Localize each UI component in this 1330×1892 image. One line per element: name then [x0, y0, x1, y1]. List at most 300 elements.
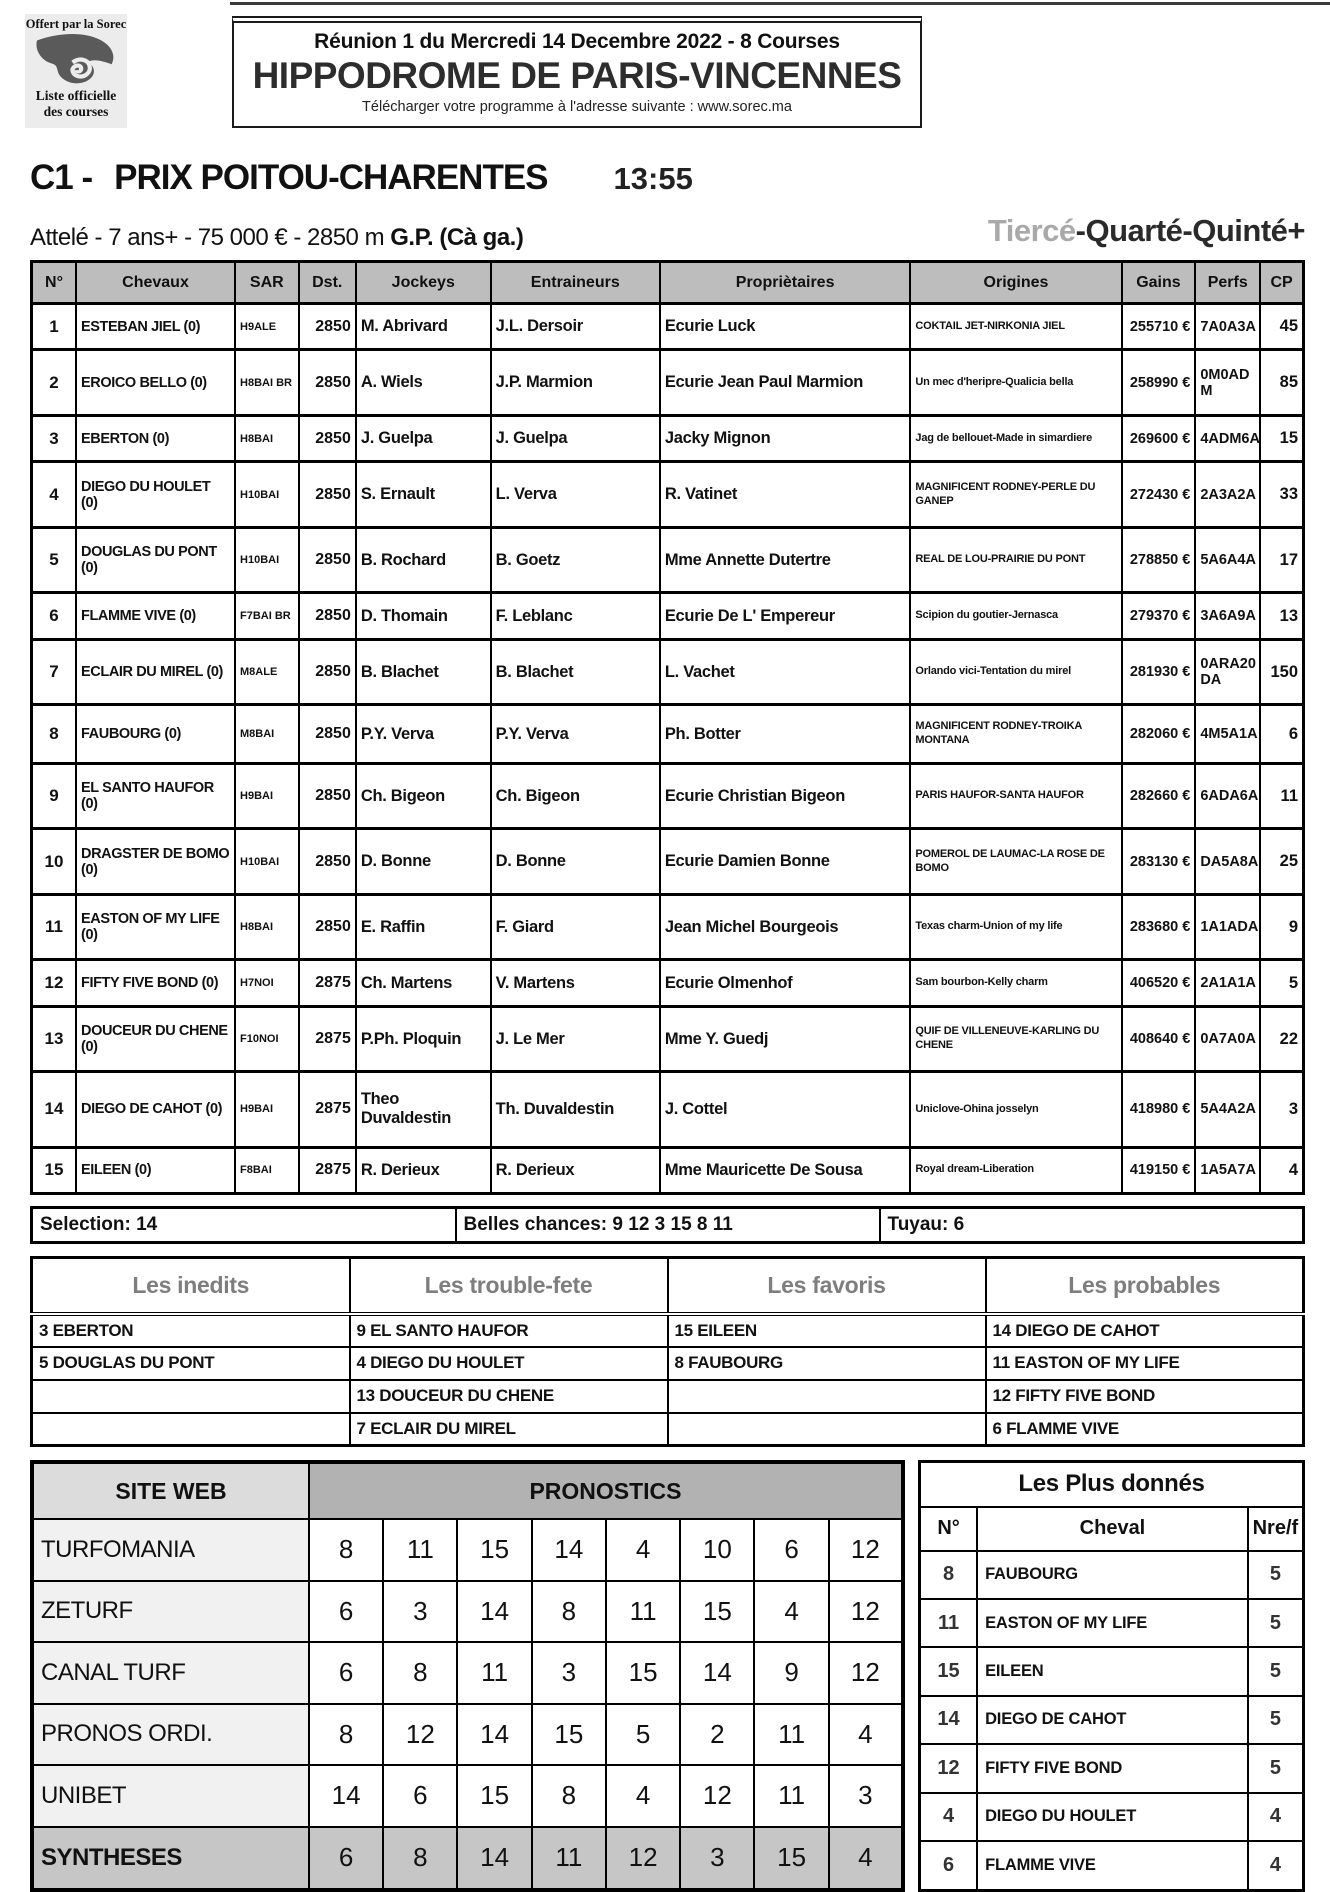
- runner-num: 3: [32, 415, 77, 461]
- runner-proprietaire: Jean Michel Bourgeois: [660, 894, 911, 960]
- plus-donnes-row: [920, 1647, 1304, 1695]
- runner-proprietaire: Mme Y. Guedj: [660, 1006, 911, 1072]
- runner-dst: 2850: [299, 894, 356, 960]
- column-header-jockey: Jockeys: [356, 262, 491, 304]
- runner-num: 14: [32, 1072, 77, 1147]
- pronostic-number: 3: [383, 1581, 457, 1643]
- runner-perfs: 0ARA20 DA: [1195, 639, 1260, 705]
- runner-num: 1: [32, 304, 77, 350]
- runner-origines: Sam bourbon-Kelly charm: [910, 960, 1121, 1006]
- plus-donnes-title-row: [920, 1462, 1304, 1507]
- runner-proprietaire: Ph. Botter: [660, 705, 911, 763]
- meeting-line: Réunion 1 du Mercredi 14 Decembre 2022 - 8 Courses: [314, 30, 840, 53]
- runner-row: [32, 415, 1304, 461]
- category-item: [32, 1380, 350, 1413]
- times-given: 5: [1248, 1551, 1304, 1599]
- plus-donnes-col-0: N°: [920, 1507, 978, 1551]
- runner-perfs: 6ADA6A: [1195, 763, 1260, 829]
- plus-donnes-title: Les Plus donnés: [920, 1462, 1304, 1507]
- runner-entraineur: Th. Duvaldestin: [491, 1072, 660, 1147]
- runner-row: [32, 960, 1304, 1006]
- pronostic-number: 15: [606, 1642, 680, 1704]
- plus-donnes-row: [920, 1599, 1304, 1647]
- runner-num: 4: [32, 462, 77, 528]
- runner-cheval: EROICO BELLO (0): [76, 350, 235, 416]
- runner-row: [32, 894, 1304, 960]
- runner-dst: 2850: [299, 705, 356, 763]
- pronostic-number: 8: [532, 1581, 606, 1643]
- pronostic-number: 14: [532, 1519, 606, 1581]
- horse-name: EILEEN: [977, 1647, 1248, 1695]
- pronostic-number: 15: [457, 1519, 531, 1581]
- category-row: [32, 1314, 1304, 1347]
- runner-sar: H8BAI: [235, 415, 299, 461]
- runner-entraineur: D. Bonne: [491, 829, 660, 895]
- pronostic-number: 15: [754, 1827, 828, 1890]
- runner-cheval: FAUBOURG (0): [76, 705, 235, 763]
- site-name: TURFOMANIA: [32, 1519, 309, 1581]
- runner-jockey: Ch. Martens: [356, 960, 491, 1006]
- scan-edge-line: [230, 2, 1330, 5]
- runner-proprietaire: Mme Annette Dutertre: [660, 527, 911, 593]
- pronostic-number: 3: [829, 1765, 903, 1827]
- runner-gains: 282660 €: [1122, 763, 1196, 829]
- runner-proprietaire: Ecurie Christian Bigeon: [660, 763, 911, 829]
- runner-jockey: R. Derieux: [356, 1147, 491, 1193]
- logo-bottom-text: Liste officielle des courses: [35, 88, 117, 119]
- category-item: [32, 1413, 350, 1446]
- runner-sar: H10BAI: [235, 527, 299, 593]
- belles-chances-cell: Belles chances: 9 12 3 15 8 11: [456, 1208, 880, 1243]
- pronostic-number: 11: [532, 1827, 606, 1890]
- pronostic-number: 6: [309, 1581, 383, 1643]
- category-item: 4 DIEGO DU HOULET: [350, 1347, 668, 1380]
- runner-jockey: E. Raffin: [356, 894, 491, 960]
- race-id: C1 -: [30, 158, 93, 197]
- race-conditions-line: [30, 210, 1305, 252]
- pronostic-number: 4: [829, 1827, 903, 1890]
- horse-number: 12: [920, 1744, 978, 1792]
- sorec-logo: [25, 14, 127, 128]
- category-item: 15 EILEEN: [668, 1314, 986, 1347]
- runner-cp: 3: [1260, 1072, 1303, 1147]
- runner-gains: 258990 €: [1122, 350, 1196, 416]
- category-item: 5 DOUGLAS DU PONT: [32, 1347, 350, 1380]
- category-row: [32, 1413, 1304, 1446]
- runner-num: 10: [32, 829, 77, 895]
- plus-donnes-row: [920, 1841, 1304, 1890]
- runner-cheval: DRAGSTER DE BOMO (0): [76, 829, 235, 895]
- pronostic-number: 8: [309, 1704, 383, 1766]
- runner-perfs: 0A7A0A: [1195, 1006, 1260, 1072]
- runner-proprietaire: L. Vachet: [660, 639, 911, 705]
- horse-name: DIEGO DU HOULET: [977, 1793, 1248, 1841]
- pronostic-number: 11: [754, 1765, 828, 1827]
- horse-name: EASTON OF MY LIFE: [977, 1599, 1248, 1647]
- runner-gains: 281930 €: [1122, 639, 1196, 705]
- runner-row: [32, 705, 1304, 763]
- runner-origines: Jag de bellouet-Made in simardiere: [910, 415, 1121, 461]
- pronostic-row: [32, 1581, 903, 1643]
- runner-jockey: P.Y. Verva: [356, 705, 491, 763]
- runner-cheval: EASTON OF MY LIFE (0): [76, 894, 235, 960]
- pronostic-number: 11: [754, 1704, 828, 1766]
- runner-cp: 4: [1260, 1147, 1303, 1193]
- pronostic-row: [32, 1827, 903, 1890]
- runner-sar: H7NOI: [235, 960, 299, 1006]
- runner-dst: 2850: [299, 350, 356, 416]
- runner-dst: 2850: [299, 415, 356, 461]
- runner-entraineur: J.L. Dersoir: [491, 304, 660, 350]
- runner-cp: 17: [1260, 527, 1303, 593]
- column-header-perfs: Perfs: [1195, 262, 1260, 304]
- horse-name: FAUBOURG: [977, 1551, 1248, 1599]
- bottom-zone: [30, 1460, 1305, 1892]
- pronostic-number: 4: [606, 1519, 680, 1581]
- runner-row: [32, 1147, 1304, 1193]
- runner-cheval: EL SANTO HAUFOR (0): [76, 763, 235, 829]
- times-given: 4: [1248, 1841, 1304, 1890]
- pronostic-row: [32, 1765, 903, 1827]
- category-item: 9 EL SANTO HAUFOR: [350, 1314, 668, 1347]
- category-item: 12 FIFTY FIVE BOND: [986, 1380, 1304, 1413]
- runner-sar: H9BAI: [235, 763, 299, 829]
- runner-perfs: 2A1A1A: [1195, 960, 1260, 1006]
- column-header-sar: SAR: [235, 262, 299, 304]
- category-item: 11 EASTON OF MY LIFE: [986, 1347, 1304, 1380]
- pronostic-number: 15: [532, 1704, 606, 1766]
- times-given: 5: [1248, 1647, 1304, 1695]
- runner-cheval: DOUGLAS DU PONT (0): [76, 527, 235, 593]
- pronostic-number: 12: [606, 1827, 680, 1890]
- category-item: 14 DIEGO DE CAHOT: [986, 1314, 1304, 1347]
- runner-dst: 2850: [299, 527, 356, 593]
- runner-perfs: 4M5A1A: [1195, 705, 1260, 763]
- logo-top-text: Offert par la Sorec: [25, 17, 127, 31]
- runner-sar: F7BAI BR: [235, 593, 299, 639]
- runner-jockey: D. Bonne: [356, 829, 491, 895]
- category-header-1: Les trouble-fete: [350, 1258, 668, 1314]
- runner-num: 2: [32, 350, 77, 416]
- pronostic-number: 12: [383, 1704, 457, 1766]
- runner-perfs: 1A5A7A: [1195, 1147, 1260, 1193]
- category-header-3: Les probables: [986, 1258, 1304, 1314]
- site-name: SYNTHESES: [32, 1827, 309, 1890]
- runner-cp: 5: [1260, 960, 1303, 1006]
- times-given: 5: [1248, 1599, 1304, 1647]
- runner-entraineur: F. Leblanc: [491, 593, 660, 639]
- pronostic-number: 4: [829, 1704, 903, 1766]
- runner-sar: H8BAI: [235, 894, 299, 960]
- pronostic-number: 12: [680, 1765, 754, 1827]
- runner-gains: 255710 €: [1122, 304, 1196, 350]
- runner-gains: 283130 €: [1122, 829, 1196, 895]
- page-header: [25, 12, 1305, 134]
- runner-gains: 282060 €: [1122, 705, 1196, 763]
- runner-entraineur: Ch. Bigeon: [491, 763, 660, 829]
- runner-jockey: P.Ph. Ploquin: [356, 1006, 491, 1072]
- pronostic-number: 6: [383, 1765, 457, 1827]
- runner-cp: 11: [1260, 763, 1303, 829]
- horse-number: 8: [920, 1551, 978, 1599]
- category-item: 13 DOUCEUR DU CHENE: [350, 1380, 668, 1413]
- pronostic-number: 11: [383, 1519, 457, 1581]
- runner-row: [32, 829, 1304, 895]
- runner-jockey: Theo Duvaldestin: [356, 1072, 491, 1147]
- column-header-cp: CP: [1260, 262, 1303, 304]
- plus-donnes-row: [920, 1744, 1304, 1792]
- pronostic-number: 8: [383, 1642, 457, 1704]
- horse-number: 4: [920, 1793, 978, 1841]
- runner-proprietaire: Mme Mauricette De Sousa: [660, 1147, 911, 1193]
- runner-origines: MAGNIFICENT RODNEY-PERLE DU GANEP: [910, 462, 1121, 528]
- runner-row: [32, 763, 1304, 829]
- site-name: UNIBET: [32, 1765, 309, 1827]
- runner-origines: Scipion du goutier-Jernasca: [910, 593, 1121, 639]
- runner-origines: PARIS HAUFOR-SANTA HAUFOR: [910, 763, 1121, 829]
- site-name: ZETURF: [32, 1581, 309, 1643]
- runner-dst: 2850: [299, 304, 356, 350]
- runner-cp: 15: [1260, 415, 1303, 461]
- race-conditions: Attelé - 7 ans+ - 75 000 € - 2850 m G.P. (Cà ga.): [30, 224, 524, 251]
- column-header-dst: Dst.: [299, 262, 356, 304]
- runner-dst: 2875: [299, 960, 356, 1006]
- pronostic-number: 6: [309, 1642, 383, 1704]
- pronostic-number: 3: [532, 1642, 606, 1704]
- plus-donnes-header-row: [920, 1507, 1304, 1551]
- horse-number: 15: [920, 1647, 978, 1695]
- times-given: 5: [1248, 1696, 1304, 1744]
- runner-cp: 6: [1260, 705, 1303, 763]
- runner-dst: 2850: [299, 829, 356, 895]
- runner-origines: MAGNIFICENT RODNEY-TROIKA MONTANA: [910, 705, 1121, 763]
- categories-header: [32, 1258, 1304, 1314]
- runner-sar: H10BAI: [235, 462, 299, 528]
- pronostic-row: [32, 1519, 903, 1581]
- runner-sar: H8BAI BR: [235, 350, 299, 416]
- pronostic-number: 9: [754, 1642, 828, 1704]
- runner-num: 13: [32, 1006, 77, 1072]
- runner-cheval: FLAMME VIVE (0): [76, 593, 235, 639]
- runner-cheval: DIEGO DU HOULET (0): [76, 462, 235, 528]
- runner-proprietaire: Ecurie Damien Bonne: [660, 829, 911, 895]
- runner-proprietaire: R. Vatinet: [660, 462, 911, 528]
- runner-jockey: A. Wiels: [356, 350, 491, 416]
- runner-entraineur: B. Goetz: [491, 527, 660, 593]
- runner-perfs: 5A6A4A: [1195, 527, 1260, 593]
- runner-cheval: FIFTY FIVE BOND (0): [76, 960, 235, 1006]
- runner-origines: Texas charm-Union of my life: [910, 894, 1121, 960]
- runner-row: [32, 527, 1304, 593]
- pronostic-number: 12: [829, 1642, 903, 1704]
- runner-num: 8: [32, 705, 77, 763]
- siteweb-header: SITE WEB: [32, 1462, 309, 1519]
- runner-row: [32, 350, 1304, 416]
- runner-proprietaire: Ecurie Jean Paul Marmion: [660, 350, 911, 416]
- pronostic-number: 4: [754, 1581, 828, 1643]
- pronostic-number: 14: [457, 1827, 531, 1890]
- runner-perfs: 1A1ADA: [1195, 894, 1260, 960]
- runner-origines: POMEROL DE LAUMAC-LA ROSE DE BOMO: [910, 829, 1121, 895]
- plus-donnes-col-2: Nre/f: [1248, 1507, 1304, 1551]
- pronostic-number: 2: [680, 1704, 754, 1766]
- runner-origines: Royal dream-Liberation: [910, 1147, 1121, 1193]
- category-header-0: Les inedits: [32, 1258, 350, 1314]
- runner-sar: H9BAI: [235, 1072, 299, 1147]
- column-header-origines: Origines: [910, 262, 1121, 304]
- category-item: 8 FAUBOURG: [668, 1347, 986, 1380]
- pronostics-header-row: [32, 1462, 903, 1519]
- runner-num: 9: [32, 763, 77, 829]
- runner-dst: 2875: [299, 1006, 356, 1072]
- runner-cheval: EILEEN (0): [76, 1147, 235, 1193]
- runner-gains: 278850 €: [1122, 527, 1196, 593]
- runner-num: 11: [32, 894, 77, 960]
- pronostic-number: 14: [457, 1704, 531, 1766]
- pronostic-number: 3: [680, 1827, 754, 1890]
- runner-origines: Uniclove-Ohina josselyn: [910, 1072, 1121, 1147]
- program-page: [25, 12, 1305, 1892]
- runner-jockey: M. Abrivard: [356, 304, 491, 350]
- pronostic-number: 4: [606, 1765, 680, 1827]
- runner-num: 12: [32, 960, 77, 1006]
- site-name: CANAL TURF: [32, 1642, 309, 1704]
- horse-logo-icon: [25, 32, 127, 88]
- horse-name: FLAMME VIVE: [977, 1841, 1248, 1890]
- category-item: [668, 1380, 986, 1413]
- runner-entraineur: F. Giard: [491, 894, 660, 960]
- runner-cheval: DIEGO DE CAHOT (0): [76, 1072, 235, 1147]
- runner-perfs: 5A4A2A: [1195, 1072, 1260, 1147]
- pronostics-table: [30, 1460, 905, 1892]
- runner-sar: H9ALE: [235, 304, 299, 350]
- pronostics-header: PRONOSTICS: [309, 1462, 903, 1519]
- runner-dst: 2850: [299, 763, 356, 829]
- runner-perfs: 2A3A2A: [1195, 462, 1260, 528]
- runner-cheval: ESTEBAN JIEL (0): [76, 304, 235, 350]
- plus-donnes-row: [920, 1793, 1304, 1841]
- runner-dst: 2850: [299, 593, 356, 639]
- horse-number: 14: [920, 1696, 978, 1744]
- runner-sar: M8BAI: [235, 705, 299, 763]
- pronostic-number: 5: [606, 1704, 680, 1766]
- column-header-num: N°: [32, 262, 77, 304]
- runner-gains: 408640 €: [1122, 1006, 1196, 1072]
- pronostic-number: 14: [680, 1642, 754, 1704]
- runner-jockey: D. Thomain: [356, 593, 491, 639]
- column-header-proprietaire: Propriètaires: [660, 262, 911, 304]
- runner-gains: 418980 €: [1122, 1072, 1196, 1147]
- runner-cp: 13: [1260, 593, 1303, 639]
- runner-entraineur: L. Verva: [491, 462, 660, 528]
- runner-num: 15: [32, 1147, 77, 1193]
- tuyau-cell: Tuyau: 6: [880, 1208, 1304, 1243]
- plus-donnes-table: [918, 1460, 1305, 1892]
- category-item: [668, 1413, 986, 1446]
- runner-gains: 272430 €: [1122, 462, 1196, 528]
- runner-cheval: EBERTON (0): [76, 415, 235, 461]
- pronostic-row: [32, 1704, 903, 1766]
- runner-origines: REAL DE LOU-PRAIRIE DU PONT: [910, 527, 1121, 593]
- runner-sar: F10NOI: [235, 1006, 299, 1072]
- column-header-entraineur: Entraineurs: [491, 262, 660, 304]
- runner-entraineur: B. Blachet: [491, 639, 660, 705]
- category-row: [32, 1347, 1304, 1380]
- selection-bar: [30, 1206, 1305, 1244]
- race-title-line: [30, 158, 1305, 204]
- runner-sar: F8BAI: [235, 1147, 299, 1193]
- runner-origines: Un mec d'heripre-Qualicia bella: [910, 350, 1121, 416]
- runner-sar: M8ALE: [235, 639, 299, 705]
- selection-bar-row: [32, 1208, 1304, 1243]
- pronostic-number: 12: [829, 1519, 903, 1581]
- runner-entraineur: J.P. Marmion: [491, 350, 660, 416]
- selection-cell: Selection: 14: [32, 1208, 456, 1243]
- runner-perfs: 0M0AD M: [1195, 350, 1260, 416]
- runner-entraineur: J. Le Mer: [491, 1006, 660, 1072]
- runner-num: 7: [32, 639, 77, 705]
- runner-perfs: 4ADM6A: [1195, 415, 1260, 461]
- runner-cp: 45: [1260, 304, 1303, 350]
- horse-name: DIEGO DE CAHOT: [977, 1696, 1248, 1744]
- runner-dst: 2850: [299, 639, 356, 705]
- pronostic-number: 11: [457, 1642, 531, 1704]
- runner-gains: 406520 €: [1122, 960, 1196, 1006]
- category-row: [32, 1380, 1304, 1413]
- pronostic-row: [32, 1642, 903, 1704]
- category-header-2: Les favoris: [668, 1258, 986, 1314]
- column-header-cheval: Chevaux: [76, 262, 235, 304]
- runner-entraineur: V. Martens: [491, 960, 660, 1006]
- pronostic-number: 10: [680, 1519, 754, 1581]
- runner-row: [32, 304, 1304, 350]
- runner-proprietaire: Jacky Mignon: [660, 415, 911, 461]
- plus-donnes-col-1: Cheval: [977, 1507, 1248, 1551]
- runner-jockey: B. Rochard: [356, 527, 491, 593]
- pronostic-number: 11: [606, 1581, 680, 1643]
- runner-cheval: ECLAIR DU MIREL (0): [76, 639, 235, 705]
- runner-row: [32, 639, 1304, 705]
- bet-quarte-quinte: -Quarté-Quinté+: [1075, 213, 1305, 248]
- runner-origines: COKTAIL JET-NIRKONIA JIEL: [910, 304, 1121, 350]
- runner-num: 5: [32, 527, 77, 593]
- site-name: PRONOS ORDI.: [32, 1704, 309, 1766]
- runner-proprietaire: Ecurie Luck: [660, 304, 911, 350]
- pronostic-number: 8: [309, 1519, 383, 1581]
- runner-dst: 2875: [299, 1147, 356, 1193]
- runner-jockey: B. Blachet: [356, 639, 491, 705]
- categories-table: [30, 1256, 1305, 1447]
- pronostic-number: 8: [532, 1765, 606, 1827]
- runner-gains: 269600 €: [1122, 415, 1196, 461]
- runners-table: [30, 260, 1305, 1195]
- runner-cheval: DOUCEUR DU CHENE (0): [76, 1006, 235, 1072]
- runner-sar: H10BAI: [235, 829, 299, 895]
- runner-proprietaire: Ecurie De L' Empereur: [660, 593, 911, 639]
- category-item: 3 EBERTON: [32, 1314, 350, 1347]
- runner-cp: 9: [1260, 894, 1303, 960]
- pronostic-number: 14: [457, 1581, 531, 1643]
- runner-cp: 150: [1260, 639, 1303, 705]
- pronostic-number: 14: [309, 1765, 383, 1827]
- pronostic-number: 15: [680, 1581, 754, 1643]
- times-given: 4: [1248, 1793, 1304, 1841]
- runner-perfs: 7A0A3A: [1195, 304, 1260, 350]
- runner-dst: 2875: [299, 1072, 356, 1147]
- pronostic-number: 15: [457, 1765, 531, 1827]
- runner-row: [32, 593, 1304, 639]
- race-time: 13:55: [613, 161, 693, 196]
